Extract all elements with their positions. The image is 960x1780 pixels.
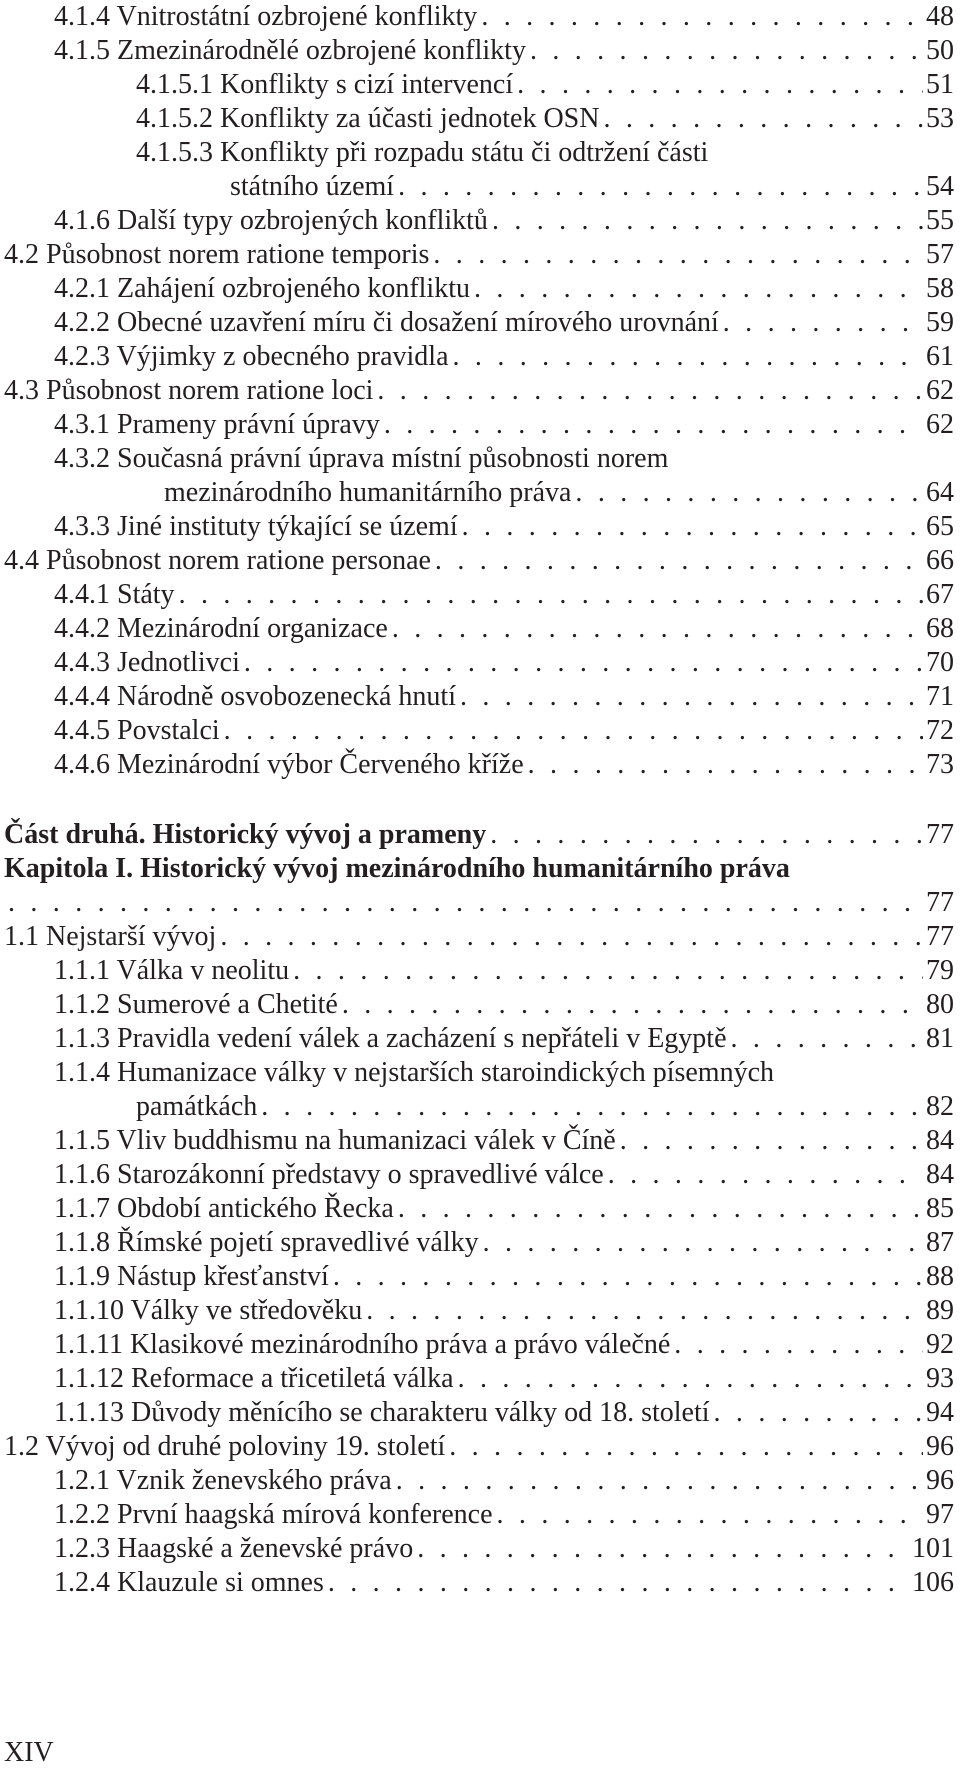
dot-leader	[490, 818, 923, 852]
dot-leader	[8, 886, 923, 920]
toc-entry[interactable]	[54, 34, 954, 68]
toc-entry-title: 4.2.2 Obecné uzavření míru či dosažení mírového urovnání	[54, 307, 719, 338]
toc-entry-page: 55	[926, 205, 954, 236]
toc-entry[interactable]	[54, 1328, 954, 1362]
toc-entry-page: 61	[926, 341, 954, 372]
toc-entry-title: 4.1.6 Další typy ozbrojených konfliktů	[54, 205, 488, 236]
toc-entry[interactable]	[54, 1498, 954, 1532]
dot-leader	[366, 1294, 923, 1328]
toc-entry-page: 93	[926, 1363, 954, 1394]
toc-entry-title: 1.2.1 Vznik ženevského práva	[54, 1465, 392, 1496]
toc-entry[interactable]	[4, 238, 954, 272]
toc-entry-page: 96	[926, 1431, 954, 1462]
dot-leader	[333, 1260, 923, 1294]
toc-entry[interactable]	[54, 680, 954, 714]
toc-entry[interactable]	[4, 1430, 954, 1464]
dot-leader	[261, 1090, 923, 1124]
toc-entry-page: 62	[926, 375, 954, 406]
dot-leader	[392, 612, 923, 646]
toc-entry-title: mezinárodního humanitárního práva	[164, 477, 572, 508]
toc-entry-page: 72	[926, 715, 954, 746]
dot-leader	[460, 680, 923, 714]
toc-entry[interactable]	[54, 1124, 954, 1158]
toc-entry-page: 68	[926, 613, 954, 644]
toc-entry-page: 58	[926, 273, 954, 304]
toc-entry-title: 4.3 Působnost norem ratione loci	[4, 375, 374, 406]
dot-leader	[462, 510, 923, 544]
dot-leader	[723, 306, 923, 340]
toc-entry[interactable]	[54, 1158, 954, 1192]
toc-entry-title: 1.1.11 Klasikové mezinárodního práva a právo válečné	[54, 1329, 671, 1360]
dot-leader	[293, 954, 923, 988]
toc-entry-title: 4.4 Působnost norem ratione personae	[4, 545, 431, 576]
toc-entry-title: 4.3.3 Jiné instituty týkající se území	[54, 511, 458, 542]
dot-leader	[492, 204, 923, 238]
toc-entry-page: 94	[926, 1397, 954, 1428]
dot-leader	[224, 714, 923, 748]
toc-entry-title: 1.2.3 Haagské a ženevské právo	[54, 1533, 414, 1564]
toc-entry-page: 77	[926, 921, 954, 952]
toc-entry-title: 1.1.7 Období antického Řecka	[54, 1193, 394, 1224]
dot-leader	[483, 1226, 923, 1260]
dot-leader	[497, 1498, 923, 1532]
toc-entry-title: 4.2.3 Výjimky z obecného pravidla	[54, 341, 449, 372]
toc-entry-title: 1.1.1 Válka v neolitu	[54, 955, 290, 986]
dot-leader	[220, 920, 923, 954]
dot-leader	[396, 1464, 923, 1498]
toc-entry-page: 85	[926, 1193, 954, 1224]
toc-entry-page: 71	[926, 681, 954, 712]
toc-entry-page: 92	[926, 1329, 954, 1360]
dot-leader	[528, 748, 923, 782]
toc-entry[interactable]	[4, 818, 954, 852]
toc-entry[interactable]	[54, 1362, 954, 1396]
toc-entry-title-line1: Kapitola I. Historický vývoj mezinárodního humanitárního práva	[4, 853, 790, 884]
toc-entry[interactable]	[54, 714, 954, 748]
toc-entry-title: 4.4.1 Státy	[54, 579, 175, 610]
toc-entry-title: 4.2 Působnost norem ratione temporis	[4, 239, 430, 270]
toc-entry[interactable]	[54, 1532, 954, 1566]
toc-entry-page: 51	[926, 69, 954, 100]
toc-entry[interactable]	[54, 204, 954, 238]
toc-entry-title: 4.4.3 Jednotlivci	[54, 647, 240, 678]
toc-entry-title: 1.1.13 Důvody měnícího se charakteru války od 18. století	[54, 1397, 710, 1428]
toc-entry[interactable]	[54, 0, 954, 34]
dot-leader	[398, 1192, 923, 1226]
toc-entry-title: 1.1.10 Války ve středověku	[54, 1295, 363, 1326]
toc-entry-page: 80	[926, 989, 954, 1020]
toc-entry-page: 84	[926, 1159, 954, 1190]
dot-leader	[435, 544, 923, 578]
toc-entry[interactable]	[4, 544, 954, 578]
dot-leader	[731, 1022, 923, 1056]
toc-entry[interactable]	[54, 1260, 954, 1294]
toc-entry-title: Část druhá. Historický vývoj a prameny	[4, 819, 487, 850]
toc-entry-title: 1.2.2 První haagská mírová konference	[54, 1499, 493, 1530]
dot-leader	[714, 1396, 923, 1430]
toc-entry-page: 70	[926, 647, 954, 678]
toc-entry[interactable]	[54, 954, 954, 988]
toc-entry[interactable]	[54, 1192, 954, 1226]
toc-entry[interactable]	[54, 1396, 954, 1430]
toc-entry-page: 106	[912, 1567, 954, 1598]
toc-entry[interactable]	[54, 340, 954, 374]
dot-leader	[674, 1328, 923, 1362]
dot-leader	[449, 1430, 923, 1464]
dot-leader	[179, 578, 923, 612]
toc-entry-title: 4.4.5 Povstalci	[54, 715, 220, 746]
toc-entry-page: 87	[926, 1227, 954, 1258]
toc-entry-title: 4.1.4 Vnitrostátní ozbrojené konflikty	[54, 1, 478, 32]
toc-entry-page: 101	[912, 1533, 954, 1564]
toc-entry[interactable]	[54, 272, 954, 306]
toc-entry-title: 1.1 Nejstarší vývoj	[4, 921, 217, 952]
toc-entry-page: 64	[926, 477, 954, 508]
dot-leader	[474, 272, 923, 306]
toc-entry-page: 53	[926, 103, 954, 134]
dot-leader	[458, 1362, 923, 1396]
toc-entry-title: 1.1.9 Nástup křesťanství	[54, 1261, 329, 1292]
toc-entry-title: 4.4.6 Mezinárodní výbor Červeného kříže	[54, 749, 524, 780]
toc-entry[interactable]	[136, 68, 954, 102]
dot-leader	[603, 102, 923, 136]
dot-leader	[398, 170, 923, 204]
toc-entry[interactable]	[54, 510, 954, 544]
toc-entry-page: 84	[926, 1125, 954, 1156]
toc-entry[interactable]	[54, 306, 954, 340]
toc-entry-page: 82	[926, 1091, 954, 1122]
toc-entry-title-line1: 4.3.2 Současná právní úprava místní působnosti norem	[54, 443, 669, 474]
toc-entry-title: 1.1.6 Starozákonní představy o spravedlivé válce	[54, 1159, 604, 1190]
toc-entry[interactable]	[230, 170, 954, 204]
toc-entry-page: 73	[926, 749, 954, 780]
dot-leader	[575, 476, 923, 510]
toc-entry-page: 59	[926, 307, 954, 338]
toc-entry[interactable]	[54, 1294, 954, 1328]
dot-leader	[433, 238, 923, 272]
toc-entry-page: 81	[926, 1023, 954, 1054]
toc-entry-title-line1: 4.1.5.3 Konflikty při rozpadu státu či odtržení části	[136, 137, 709, 168]
page-number: XIV	[4, 1737, 54, 1768]
toc-entry[interactable]	[54, 988, 954, 1022]
toc-entry[interactable]	[4, 886, 954, 920]
dot-leader	[342, 988, 923, 1022]
dot-leader	[328, 1566, 909, 1600]
toc-entry-title: 4.1.5.1 Konflikty s cizí intervencí	[136, 69, 514, 100]
dot-leader	[517, 68, 923, 102]
toc-entry-title: 1.1.12 Reformace a třicetiletá válka	[54, 1363, 454, 1394]
toc-entry-page: 50	[926, 35, 954, 66]
toc-entry-title: 4.4.2 Mezinárodní organizace	[54, 613, 388, 644]
dot-leader	[244, 646, 923, 680]
toc-entry[interactable]	[54, 1022, 954, 1056]
toc-entry-title: 1.1.5 Vliv buddhismu na humanizaci válek v Číně	[54, 1125, 616, 1156]
toc-entry-title: 1.1.8 Římské pojetí spravedlivé války	[54, 1227, 479, 1258]
toc-entry-page: 88	[926, 1261, 954, 1292]
dot-leader	[384, 408, 923, 442]
toc-entry[interactable]	[136, 1090, 954, 1124]
toc-entry-page: 77	[926, 887, 954, 918]
toc-entry-title: 4.4.4 Národně osvobozenecká hnutí	[54, 681, 456, 712]
toc-entry[interactable]	[54, 408, 954, 442]
toc-entry-page: 77	[926, 819, 954, 850]
dot-leader	[620, 1124, 923, 1158]
toc-entry-page: 62	[926, 409, 954, 440]
toc-entry[interactable]	[54, 612, 954, 646]
toc-entry-title: 4.1.5.2 Konflikty za účasti jednotek OSN	[136, 103, 600, 134]
toc-entry-page: 54	[926, 171, 954, 202]
toc-entry[interactable]	[54, 1566, 954, 1600]
toc-entry-page: 57	[926, 239, 954, 270]
toc-entry[interactable]	[54, 578, 954, 612]
toc-entry[interactable]	[4, 374, 954, 408]
toc-entry-title: památkách	[136, 1091, 258, 1122]
dot-leader	[530, 34, 923, 68]
dot-leader	[377, 374, 923, 408]
toc-entry-title: státního území	[230, 171, 395, 202]
toc-entry-title: 4.2.1 Zahájení ozbrojeného konfliktu	[54, 273, 470, 304]
toc-entry-title: 1.1.3 Pravidla vedení válek a zacházení s nepřáteli v Egyptě	[54, 1023, 727, 1054]
toc-entry-page: 66	[926, 545, 954, 576]
toc-entry-title: 1.2.4 Klauzule si omnes	[54, 1567, 324, 1598]
toc-entry[interactable]	[54, 646, 954, 680]
toc-entry-page: 67	[926, 579, 954, 610]
toc-entry-page: 65	[926, 511, 954, 542]
toc-entry-title: 1.2 Vývoj od druhé poloviny 19. století	[4, 1431, 446, 1462]
toc-entry-page: 48	[926, 1, 954, 32]
toc-entry[interactable]	[54, 1464, 954, 1498]
toc-entry-title-line1: 1.1.4 Humanizace války v nejstarších staroindických písemných	[54, 1057, 775, 1088]
toc-entry[interactable]	[54, 1226, 954, 1260]
toc-entry-page: 97	[926, 1499, 954, 1530]
toc-entry[interactable]	[4, 920, 954, 954]
toc-entry-title: 1.1.2 Sumerové a Chetité	[54, 989, 338, 1020]
dot-leader	[481, 0, 923, 34]
toc-entry-page: 96	[926, 1465, 954, 1496]
toc-entry[interactable]	[164, 476, 954, 510]
toc-entry-page: 79	[926, 955, 954, 986]
toc-entry-title: 4.3.1 Prameny právní úpravy	[54, 409, 380, 440]
toc-entry[interactable]	[136, 102, 954, 136]
dot-leader	[417, 1532, 909, 1566]
toc-entry-title: 4.1.5 Zmezinárodnělé ozbrojené konflikty	[54, 35, 526, 66]
toc-entry[interactable]	[54, 748, 954, 782]
dot-leader	[453, 340, 923, 374]
toc-entry-page: 89	[926, 1295, 954, 1326]
dot-leader	[608, 1158, 923, 1192]
